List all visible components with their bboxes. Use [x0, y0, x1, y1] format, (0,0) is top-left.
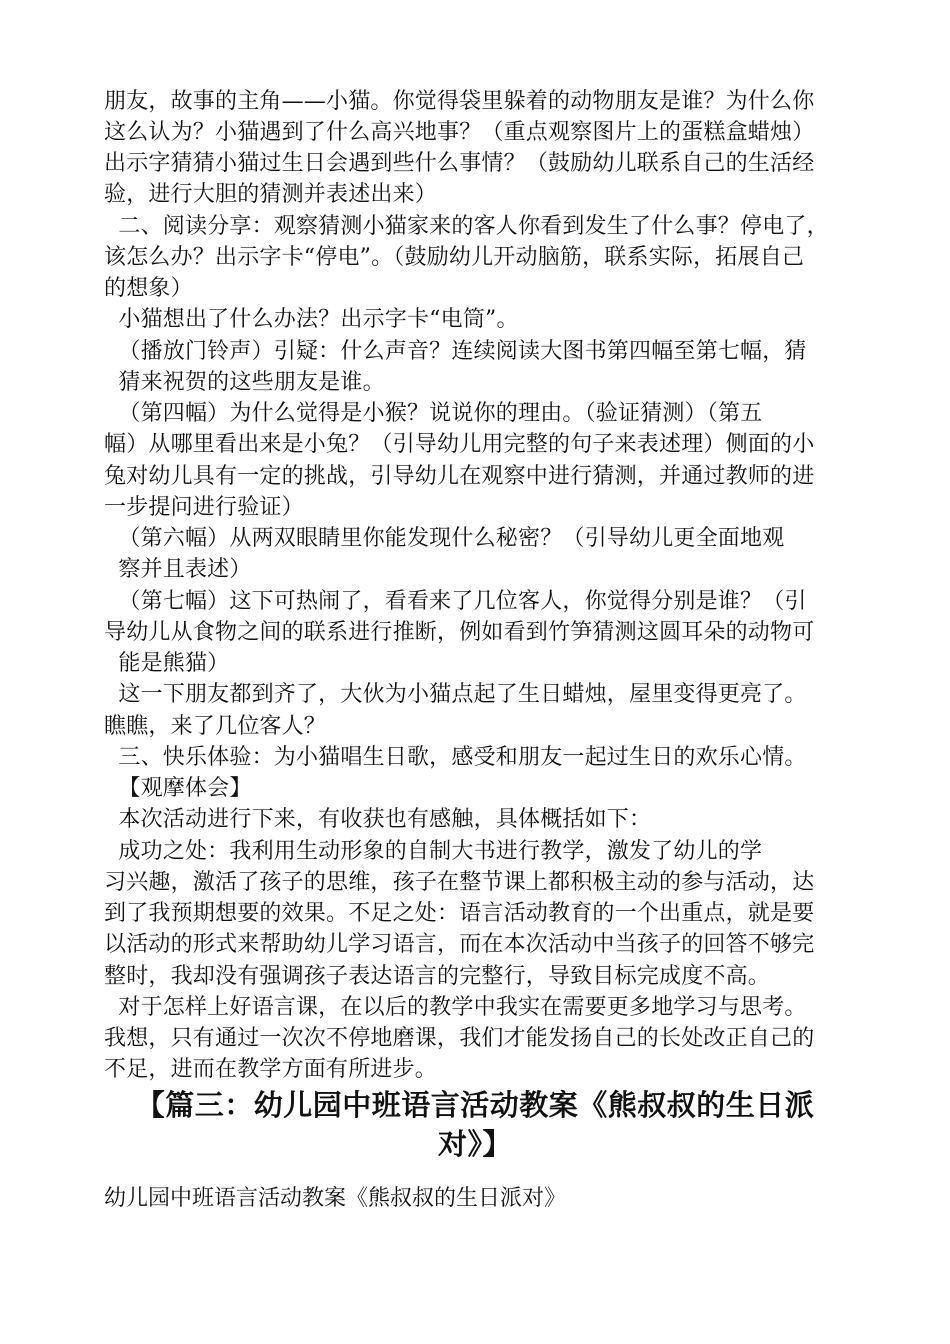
body-line: 朋友，故事的主角——小猫。你觉得袋里躲着的动物朋友是谁？为什么你 [104, 89, 815, 114]
chapter-subtitle: 幼儿园中班语言活动教案《熊叔叔的生日派对》 [104, 1186, 567, 1211]
body-line: 瞧瞧，来了几位客人？ [104, 714, 327, 739]
body-line: 猜来祝贺的这些朋友是谁。 [104, 370, 385, 395]
body-line: （第六幅）从两双眼睛里你能发现什么秘密？（引导幼儿更全面地观 [104, 526, 785, 551]
body-line: 这么认为？小猫遇到了什么高兴地事？（重点观察图片上的蛋糕盒蜡烛） [104, 120, 815, 145]
body-line: 出示字猜猜小猫过生日会遇到些什么事情？（鼓励幼儿联系自己的生活经 [104, 151, 815, 176]
chapter-heading-line-2: 对》】 [437, 1127, 512, 1161]
body-line: 不足，进而在教学方面有所进步。 [104, 1057, 438, 1082]
body-line: 察并且表述） [104, 557, 252, 582]
section-label: 【观摩体会】 [104, 776, 252, 801]
body-line: 导幼儿从食物之间的联系进行推断，例如看到竹笋猜测这圆耳朵的动物可 [104, 620, 815, 645]
body-line: 的想象） [104, 276, 193, 301]
body-line: 对于怎样上好语言课，在以后的教学中我实在需要更多地学习与思考。 [104, 995, 807, 1020]
body-line: 本次活动进行下来，有收获也有感触，具体概括如下： [104, 807, 652, 832]
body-line: 小猫想出了什么办法？出示字卡“电筒”。 [104, 307, 519, 332]
chapter-heading-line-1: 【篇三：幼儿园中班语言活动教案《熊叔叔的生日派 [135, 1088, 815, 1122]
body-line: 幅）从哪里看出来是小兔？（引导幼儿用完整的句子来表述理）侧面的小 [104, 432, 815, 457]
body-line: 到了我预期想要的效果。不足之处：语言活动教育的一个出重点，就是要 [104, 901, 815, 926]
body-line: 该怎么办？出示字卡“停电”。（鼓励幼儿开动脑筋，联系实际，拓展自己 [104, 245, 805, 270]
body-line: 验，进行大胆的猜测并表述出来） [104, 182, 438, 207]
body-line: 我想，只有通过一次次不停地磨课，我们才能发扬自己的长处改正自己的 [104, 1026, 815, 1051]
body-line: 二、阅读分享：观察猜测小猫家来的客人你看到发生了什么事？停电了， [104, 214, 829, 239]
body-line: 这一下朋友都到齐了，大伙为小猫点起了生日蜡烛，屋里变得更亮了。 [104, 682, 807, 707]
body-line: （第七幅）这下可热闹了，看看来了几位客人，你觉得分别是谁？（引 [104, 589, 807, 614]
body-line: （第四幅）为什么觉得是小猴？说说你的理由。（验证猜测）（第五 [104, 401, 763, 426]
body-line: 以活动的形式来帮助幼儿学习语言，而在本次活动中当孩子的回答不够完 [104, 932, 815, 957]
body-line: 兔对幼儿具有一定的挑战，引导幼儿在观察中进行猜测，并通过教师的进 [104, 464, 815, 489]
body-line: 三、快乐体验：为小猫唱生日歌，感受和朋友一起过生日的欢乐心情。 [104, 745, 807, 770]
body-line: 习兴趣，激活了孩子的思维，孩子在整节课上都积极主动的参与活动，达 [104, 870, 815, 895]
body-line: 一步提问进行验证） [104, 495, 304, 520]
body-line: 能是熊猫） [104, 651, 230, 676]
body-line: 成功之处：我利用生动形象的自制大书进行教学，激发了幼儿的学 [104, 839, 763, 864]
body-line: （播放门铃声）引疑：什么声音？连续阅读大图书第四幅至第七幅，猜 [104, 339, 807, 364]
body-line: 整时，我却没有强调孩子表达语言的完整行，导致目标完成度不高。 [104, 964, 771, 989]
